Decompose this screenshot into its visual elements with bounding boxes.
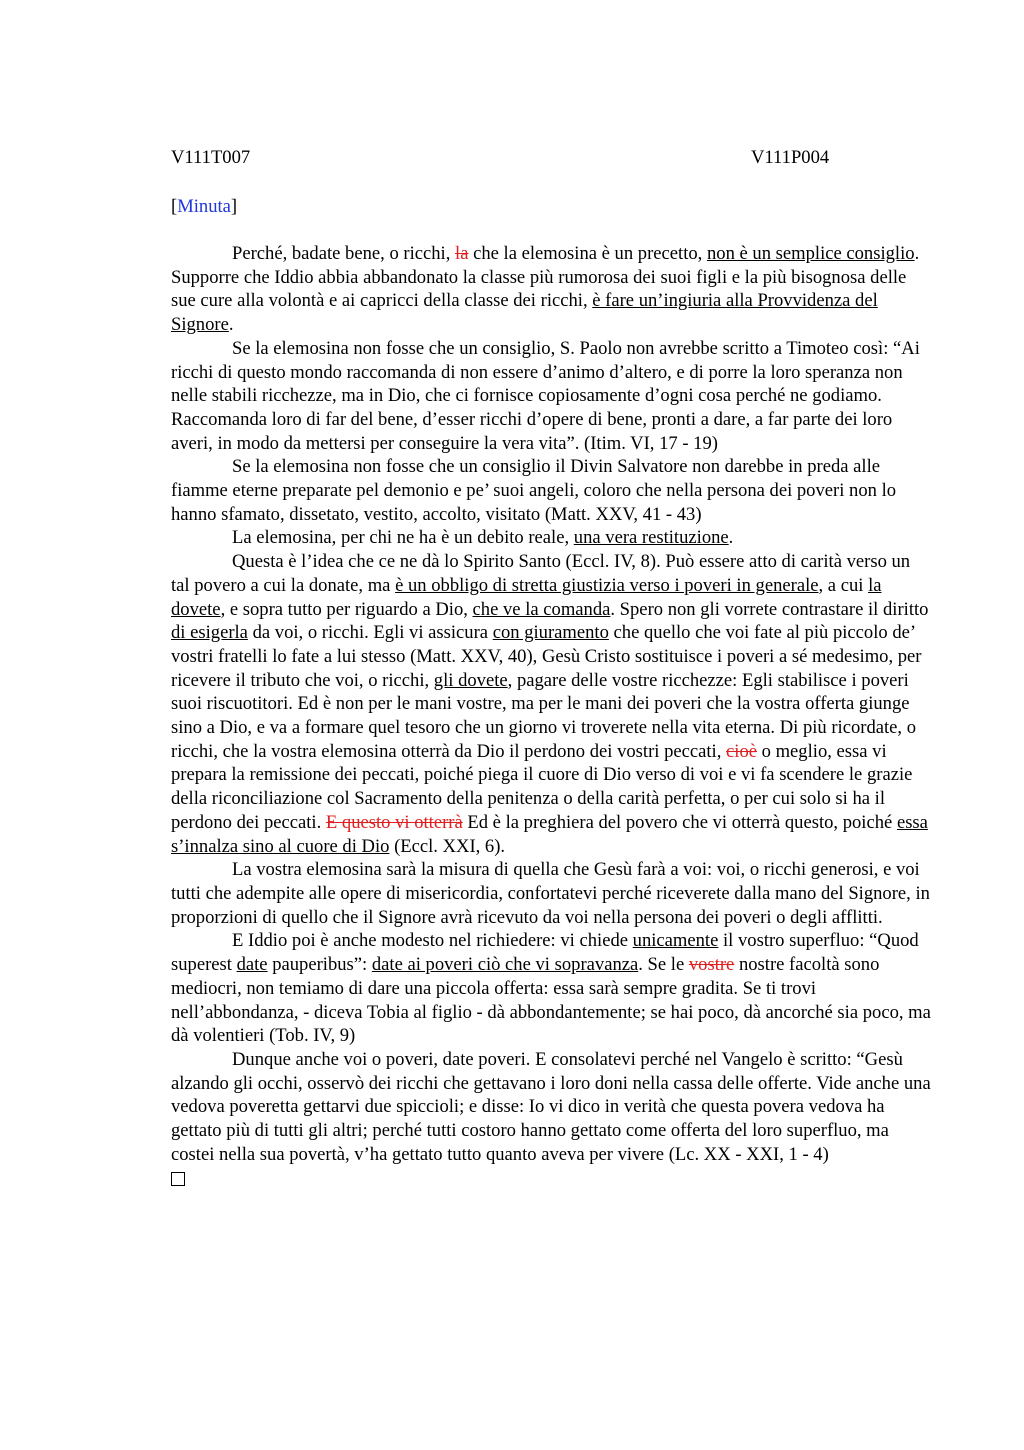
text-run: La elemosina, per chi ne ha è un debito reale, — [232, 527, 574, 549]
text-run: nostre facoltà sono mediocri, non temiamo di dare una piccola offerta: essa sarà sempre gradita. Se ti trovi nell’abbondanza, - diceva Tobia al figlio - dà abbondantemente; se hai poco, dà ancorché sia poco, ma dà volentieri (Tob. IV, 9) — [171, 954, 931, 1047]
end-marker-row — [171, 1166, 931, 1193]
text-run: Dunque anche voi o poveri, date poveri. E consolatevi perché nel Vangelo è scritto: “Gesù alzando gli occhi, osservò dei ricchi che gettavano i loro doni nella cassa delle offerte. Vide anche una vedova poveretta gettarvi due spiccioli; e disse: Io vi dico in verità che questa povera vedova ha gettato più di tutti gli altri; perché tutti costoro hanno gettato come offerta del loro superfluo, ma costei nella sua povertà, v’ha gettato tutto quanto aveva per vivere (Lc. XX - XXI, 1 - 4) — [171, 1048, 931, 1165]
right-document-code: V111P004 — [751, 147, 830, 168]
underlined-text: di esigerla — [171, 622, 248, 644]
text-run: (Eccl. XXI, 6). — [389, 835, 506, 857]
paragraph — [171, 1048, 931, 1167]
document-page — [171, 146, 931, 1193]
text-run: da voi, o ricchi. Egli vi assicura — [247, 622, 493, 644]
empty-square-icon — [171, 1172, 185, 1186]
label-open-bracket: [ — [171, 196, 178, 217]
paragraph — [171, 550, 931, 858]
underlined-text: date ai poveri ciò che vi sopravanza — [371, 954, 639, 976]
header-row — [171, 146, 931, 170]
text-run: . Spero non gli vorrete contrastare il diritto — [610, 598, 929, 620]
text-run: Se la elemosina non fosse che un consiglio il Divin Salvatore non darebbe in preda alle fiamme eterne preparate pel demonio e pe’ suoi angeli, coloro che nella persona dei poveri non lo hanno sfamato, dissetato, vestito, accolto, visitato (Matt. XXV, 41 - 43) — [171, 456, 897, 525]
text-run: . Se le — [638, 954, 689, 976]
underlined-text: una vera restituzione — [573, 527, 729, 549]
paragraph — [171, 526, 931, 550]
underlined-text: essa s’innalza sino al cuore di Dio — [171, 811, 928, 857]
text-run: , a cui — [818, 574, 869, 596]
paragraph — [171, 337, 931, 456]
text-run: pauperibus”: — [267, 954, 372, 976]
paragraph — [171, 929, 931, 1048]
underlined-text: che ve la comanda — [472, 598, 611, 620]
text-run: che quello che voi fate al più piccolo de’ vostri fratelli lo fate a lui stesso (Matt. XXV, 40), Gesù Cristo sostituisce i poveri a sé medesimo, per ricevere il tributo che voi, o ricchi, — [171, 622, 922, 691]
text-run: E Iddio poi è anche modesto nel richiedere: vi chiede — [232, 930, 633, 952]
text-run: La vostra elemosina sarà la misura di quella che Gesù farà a voi: voi, o ricchi generosi, e voi tutti che adempite alle opere di misericordia, confortatevi perché riceverete dalla mano del Signore, in proporzioni di quello che il Signore avrà ricevuto da voi nella persona dei poveri o degli afflitti. — [171, 859, 930, 928]
minuta-label — [171, 195, 931, 219]
underlined-text: unicamente — [632, 930, 719, 952]
label-close-bracket: ] — [230, 196, 238, 217]
underlined-text: la dovete — [171, 574, 882, 620]
text-run: Se la elemosina non fosse che un consiglio, S. Paolo non avrebbe scritto a Timoteo così: “Ai ricchi di questo mondo raccomanda di non essere d’animo d’altero, e di porre la loro speranza non nelle stabili ricchezze, ma in Dio, che ci fornisce copiosamente d’ogni cosa perché ne godiamo. Raccomanda loro di far del bene, d’esser ricchi d’opere di bene, pronti a dare, a far parte dei loro averi, in modo da mettersi per conseguire la vera vita”. (Itim. VI, 17 - 19) — [171, 337, 920, 454]
deleted-text: vostre — [688, 954, 735, 976]
underlined-text: è fare un’ingiuria alla Provvidenza del Signore — [171, 290, 878, 336]
text-run: , pagare delle vostre ricchezze: Egli stabilisce i poveri suoi riscuotitori. Ed è non per le mani vostre, ma per le mani dei poveri che la vostra offerta giunge sino a Dio, e va a formare quel tesoro che un giorno vi troverete nella vita eterna. Di più ricordate, o ricchi, che la vostra elemosina otterrà da Dio il perdono dei vostri peccati, — [171, 669, 917, 762]
document-body — [171, 242, 931, 1166]
text-run: Questa è l’idea che ce ne dà lo Spirito Santo (Eccl. IV, 8). Può essere atto di carità verso un tal povero a cui la donate, ma — [171, 551, 911, 596]
text-run: , e sopra tutto per riguardo a Dio, — [220, 598, 473, 620]
paragraph — [171, 242, 931, 337]
deleted-text: la — [455, 243, 469, 264]
text-run: . Supporre che Iddio abbia abbandonato la classe più rumorosa dei suoi figli e la più bisognosa delle sue cure alla volontà e ai capricci della classe dei ricchi, — [171, 243, 920, 312]
text-run: . — [728, 527, 734, 549]
text-run: . — [228, 314, 234, 336]
paragraph — [171, 455, 931, 526]
text-run: Perché, badate bene, o ricchi, — [232, 243, 456, 264]
underlined-text: gli dovete — [433, 669, 508, 691]
text-run: o meglio, essa vi prepara la remissione dei peccati, poiché piega il cuore di Dio verso di voi e vi fa scendere le grazie della riconciliazione col Sacramento della penitenza o della carità perfetta, o per cui solo si ha il perdono dei peccati. — [171, 740, 913, 833]
label-text: Minuta — [177, 196, 231, 217]
deleted-text: E questo vi otterrà — [325, 811, 463, 833]
underlined-text: con giuramento — [492, 622, 609, 644]
text-run: il vostro superfluo: “Quod superest — [171, 930, 919, 976]
left-document-code: V111T007 — [171, 147, 251, 168]
text-run: Ed è la preghiera del povero che vi otterrà questo, poiché — [462, 811, 897, 833]
text-run: che la elemosina è un precetto, — [468, 243, 707, 264]
paragraph — [171, 858, 931, 929]
underlined-text: è un obbligo di stretta giustizia verso i poveri in generale — [395, 574, 819, 596]
underlined-text: date — [236, 954, 268, 976]
deleted-text: cioè — [726, 740, 757, 762]
underlined-text: non è un semplice consiglio — [706, 243, 915, 264]
